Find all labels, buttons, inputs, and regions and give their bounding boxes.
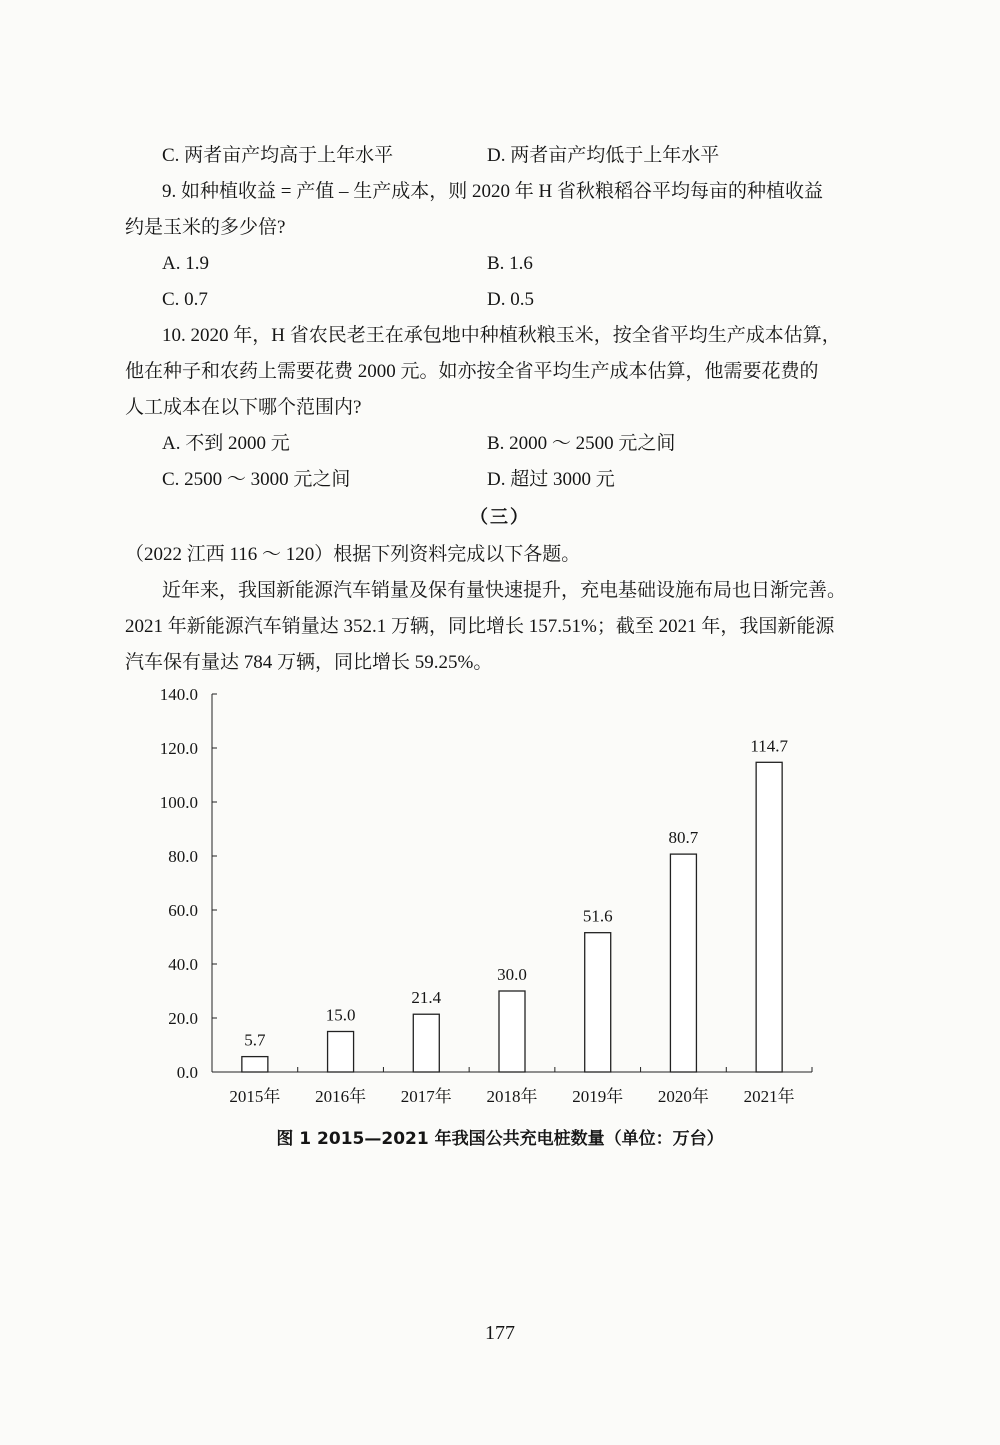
bar-value-label: 114.7 xyxy=(750,736,788,756)
bar xyxy=(499,991,525,1072)
q9-option-d: D. 0.5 xyxy=(487,289,534,310)
q9-options-row-1 xyxy=(162,246,862,282)
q9-option-c: C. 0.7 xyxy=(162,289,208,310)
y-tick-label: 80.0 xyxy=(168,847,198,866)
q9-option-a: A. 1.9 xyxy=(162,253,209,274)
bar-value-label: 51.6 xyxy=(582,906,613,926)
x-category-label: 2020年 xyxy=(657,1087,709,1106)
bar-chart xyxy=(140,680,840,1110)
q8-option-d: D. 两者亩产均低于上年水平 xyxy=(487,145,720,166)
bar xyxy=(413,1014,439,1072)
q10-option-a: A. 不到 2000 元 xyxy=(162,433,290,454)
section-intro: （2022 江西 116 ～ 120）根据下列资料完成以下各题。 xyxy=(125,544,581,565)
material-paragraph-line-2: 2021 年新能源汽车销量达 352.1 万辆，同比增长 157.51%；截至 2021 年，我国新能源 xyxy=(125,616,835,637)
q8-options-row-2 xyxy=(162,138,862,174)
bar-value-label: 21.4 xyxy=(411,988,442,1008)
bar xyxy=(585,933,611,1072)
bar xyxy=(670,854,696,1072)
x-category-label: 2017年 xyxy=(400,1087,452,1106)
x-category-label: 2016年 xyxy=(315,1087,367,1106)
material-paragraph-line-3: 汽车保有量达 784 万辆，同比增长 59.25%。 xyxy=(125,652,493,673)
y-tick-label: 140.0 xyxy=(159,685,198,704)
bar xyxy=(242,1057,268,1072)
y-tick-label: 100.0 xyxy=(159,793,198,812)
y-tick-label: 40.0 xyxy=(168,955,198,974)
x-category-label: 2015年 xyxy=(229,1087,281,1106)
q9-stem-line-1: 9. 如种植收益 = 产值 – 生产成本，则 2020 年 H 省秋粮稻谷平均每亩的种植收益 xyxy=(162,181,823,202)
q10-option-b: B. 2000 ～ 2500 元之间 xyxy=(487,433,676,454)
x-category-label: 2021年 xyxy=(743,1087,795,1106)
q10-options-row-1 xyxy=(162,426,862,462)
q9-options-row-2 xyxy=(162,282,862,318)
bar xyxy=(328,1032,354,1073)
q10-option-c: C. 2500 ～ 3000 元之间 xyxy=(162,469,351,490)
q10-stem-line-2: 他在种子和农药上需要花费 2000 元。如亦按全省平均生产成本估算，他需要花费的 xyxy=(125,361,819,382)
material-paragraph-line-1: 近年来，我国新能源汽车销量及保有量快速提升，充电基础设施布局也日渐完善。 xyxy=(162,580,847,601)
q9-stem-line-2: 约是玉米的多少倍? xyxy=(125,217,286,238)
q10-stem-line-3: 人工成本在以下哪个范围内? xyxy=(125,397,362,418)
page-number: 177 xyxy=(485,1322,515,1344)
y-tick-label: 20.0 xyxy=(168,1009,198,1028)
bar xyxy=(756,762,782,1072)
q8-option-c: C. 两者亩产均高于上年水平 xyxy=(162,145,394,166)
q10-option-d: D. 超过 3000 元 xyxy=(487,469,615,490)
bar-value-label: 30.0 xyxy=(497,965,527,984)
q9-option-b: B. 1.6 xyxy=(487,253,533,274)
bar-value-label: 15.0 xyxy=(325,1005,356,1025)
x-category-label: 2018年 xyxy=(486,1087,538,1106)
bar-value-label: 80.7 xyxy=(668,828,699,848)
y-tick-label: 60.0 xyxy=(168,901,198,920)
y-tick-label: 120.0 xyxy=(159,739,198,758)
bar-chart-svg xyxy=(140,680,840,1110)
x-category-label: 2019年 xyxy=(572,1087,624,1106)
q10-options-row-2 xyxy=(162,462,862,498)
bar-value-label: 5.7 xyxy=(244,1030,266,1050)
figure-caption: 图 1 2015—2021 年我国公共充电桩数量（单位：万台） xyxy=(276,1129,724,1149)
section-title: （三） xyxy=(470,507,530,528)
y-tick-label: 0.0 xyxy=(176,1063,198,1082)
q10-stem-line-1: 10. 2020 年，H 省农民老王在承包地中种植秋粮玉米，按全省平均生产成本估算， xyxy=(162,325,841,346)
